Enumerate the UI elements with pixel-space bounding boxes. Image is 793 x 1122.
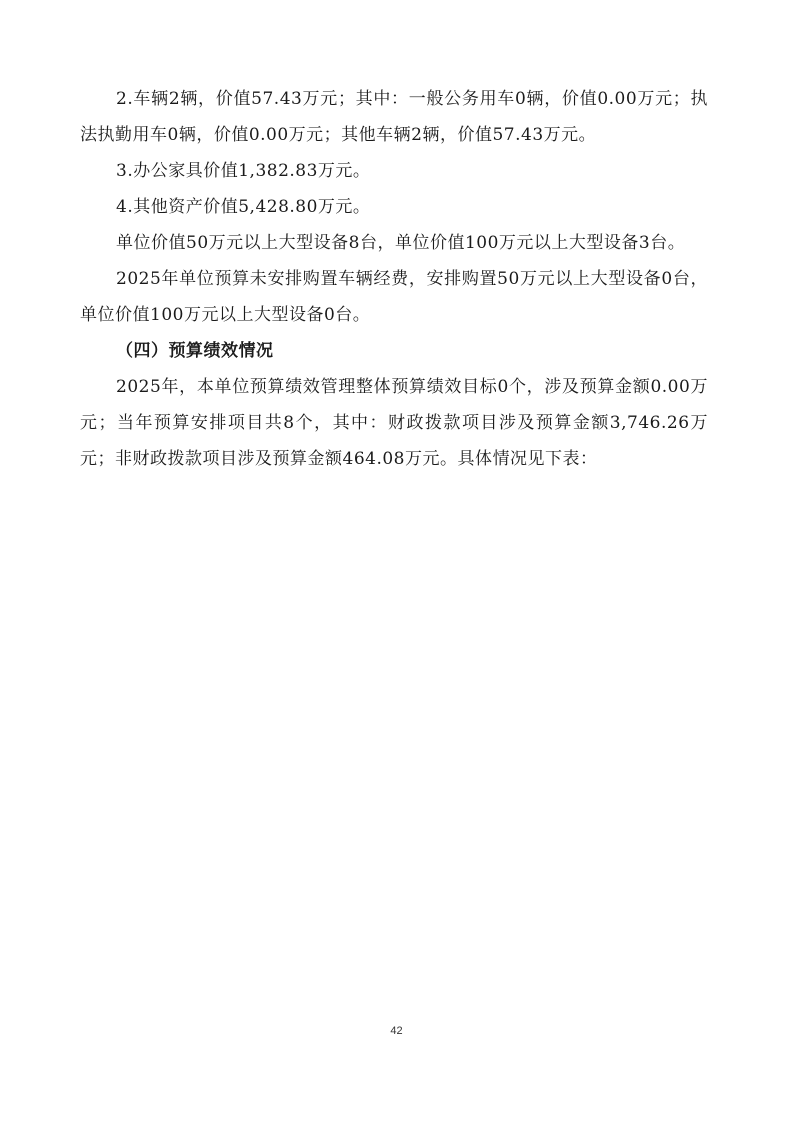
paragraph-large-equipment: 单位价值50万元以上大型设备8台，单位价值100万元以上大型设备3台。 (116, 233, 686, 253)
section-heading-performance: （四）预算绩效情况 (116, 341, 274, 361)
page-number: 42 (390, 1025, 403, 1037)
paragraph-performance: 2025年，本单位预算绩效管理整体预算绩效目标0个，涉及预算金额0.00万元；当年预算安排项目共8个，其中：财政拨款项目涉及预算金额3,746.26万元；非财政拨款项目涉及预算金额464.08万元。具体情况见下表： (80, 377, 708, 469)
document-body (80, 81, 708, 477)
paragraph-budget-purchase: 2025年单位预算未安排购置车辆经费，安排购置50万元以上大型设备0台，单位价值100万元以上大型设备0台。 (80, 269, 708, 325)
paragraph-office-furniture: 3.办公家具价值1,382.83万元。 (116, 161, 371, 181)
paragraph-other-assets: 4.其他资产价值5,428.80万元。 (116, 197, 371, 217)
paragraph-vehicles: 2.车辆2辆，价值57.43万元；其中：一般公务用车0辆，价值0.00万元；执法执勤用车0辆，价值0.00万元；其他车辆2辆，价值57.43万元。 (80, 89, 708, 145)
